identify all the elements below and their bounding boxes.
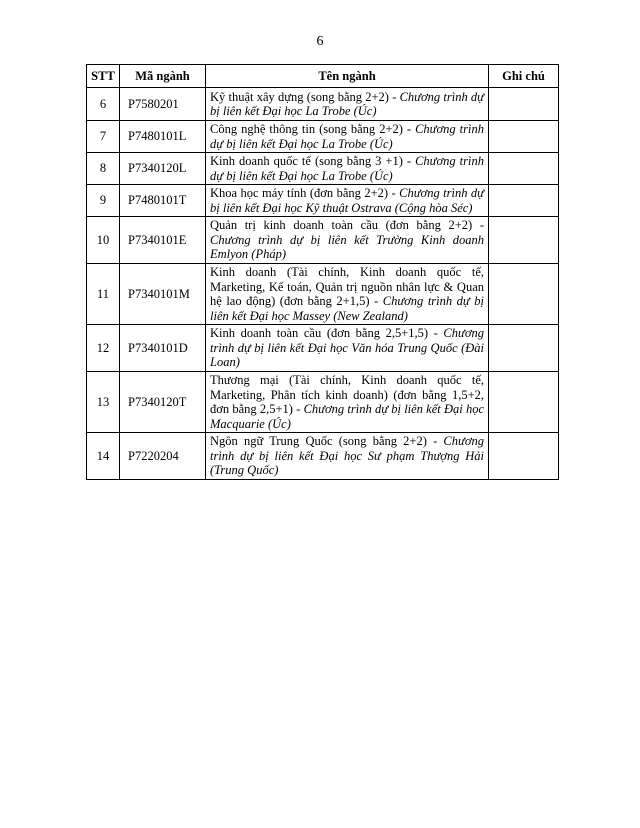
- row-stt: 9: [87, 185, 120, 217]
- row-name-italic: Chương trình dự bị liên kết Đại học La Trobe (Úc): [210, 89, 484, 118]
- row-code: P7340101M: [120, 264, 206, 325]
- row-name-italic: Chương trình dự bị liên kết Đại học Macquarie (Úc): [210, 402, 484, 431]
- row-name-italic: Chương trình dự bị liên kết Trường Kinh doanh Emlyon (Pháp): [210, 232, 484, 262]
- row-name-plain: Kỹ thuật xây dựng (song bằng 2+2) -: [210, 89, 400, 104]
- row-code: P7480101T: [120, 185, 206, 217]
- table-row: [87, 264, 559, 325]
- table-row: [87, 153, 559, 185]
- row-name-italic: Chương trình dự bị liên kết Đại học La Trobe (Úc): [210, 154, 484, 183]
- row-name-italic: Chương trình dự bị liên kết Đại học La Trobe (Úc): [210, 122, 484, 151]
- row-note: [489, 217, 559, 264]
- row-stt: 7: [87, 121, 120, 153]
- row-name: [206, 88, 489, 121]
- row-stt: 14: [87, 433, 120, 480]
- program-table: [86, 64, 559, 480]
- row-name: [206, 153, 489, 185]
- row-name: [206, 217, 489, 264]
- row-name-plain: Khoa học máy tính (đơn bằng 2+2) -: [210, 186, 400, 200]
- row-stt: 13: [87, 372, 120, 433]
- row-name: [206, 264, 489, 325]
- row-code: P7340120T: [120, 372, 206, 433]
- row-code: P7340101D: [120, 325, 206, 372]
- row-code: P7340120L: [120, 153, 206, 185]
- row-name: [206, 121, 489, 153]
- row-name-plain: Thương mại (Tài chính, Kinh doanh quốc tế, Marketing, Phân tích kinh doanh) (đơn bằng 1,5+2, đơn bằng 2,5+1) -: [210, 373, 484, 416]
- row-name: [206, 185, 489, 217]
- table-header-row: [87, 65, 559, 88]
- row-code: P7220204: [120, 433, 206, 480]
- row-name: [206, 433, 489, 480]
- row-name-plain: Kinh doanh toàn cầu (đơn bằng 2,5+1,5) -: [210, 326, 444, 341]
- row-note: [489, 264, 559, 325]
- row-name: [206, 325, 489, 372]
- row-name-plain: Kinh doanh quốc tế (song bằng 3 +1) -: [210, 154, 416, 168]
- header-note: Ghi chú: [489, 65, 559, 88]
- row-note: [489, 121, 559, 153]
- row-name-italic: Chương trình dự bị liên kết Đại học Massey (New Zealand): [210, 294, 484, 323]
- table-row: [87, 88, 559, 121]
- table-row: [87, 433, 559, 480]
- row-name-plain: Kinh doanh (Tài chính, Kinh doanh quốc tế, Marketing, Kế toán, Quản trị nguồn nhân lực & Quan hệ lao động) (đơn bằng 2+1,5) -: [210, 265, 484, 308]
- row-note: [489, 88, 559, 121]
- row-name: [206, 372, 489, 433]
- header-stt: STT: [87, 65, 120, 88]
- row-name-italic: Chương trình dự bị liên kết Đại học Kỹ thuật Ostrava (Cộng hòa Séc): [210, 186, 484, 215]
- row-code: P7340101E: [120, 217, 206, 264]
- row-note: [489, 372, 559, 433]
- row-name-italic: Chương trình dự bị liên kết Đại học Sư phạm Thượng Hải (Trung Quốc): [210, 434, 484, 478]
- row-note: [489, 433, 559, 480]
- table-row: [87, 121, 559, 153]
- row-note: [489, 325, 559, 372]
- row-code: P7480101L: [120, 121, 206, 153]
- header-name: Tên ngành: [206, 65, 489, 88]
- row-code: P7580201: [120, 88, 206, 121]
- row-stt: 11: [87, 264, 120, 325]
- row-note: [489, 185, 559, 217]
- row-name-plain: Ngôn ngữ Trung Quốc (song bằng 2+2) -: [210, 434, 444, 449]
- header-code: Mã ngành: [120, 65, 206, 88]
- table-row: [87, 217, 559, 264]
- table-row: [87, 372, 559, 433]
- row-note: [489, 153, 559, 185]
- row-name-plain: Công nghệ thông tin (song bằng 2+2) -: [210, 122, 416, 136]
- table-row: [87, 325, 559, 372]
- row-stt: 12: [87, 325, 120, 372]
- row-name-italic: Chương trình dự bị liên kết Đại học Văn hóa Trung Quốc (Đài Loan): [210, 326, 484, 370]
- row-stt: 6: [87, 88, 120, 121]
- row-stt: 8: [87, 153, 120, 185]
- row-stt: 10: [87, 217, 120, 264]
- page-number: 6: [316, 34, 324, 49]
- row-name-plain: Quản trị kinh doanh toàn cầu (đơn bằng 2+2) -: [210, 218, 484, 233]
- table-row: [87, 185, 559, 217]
